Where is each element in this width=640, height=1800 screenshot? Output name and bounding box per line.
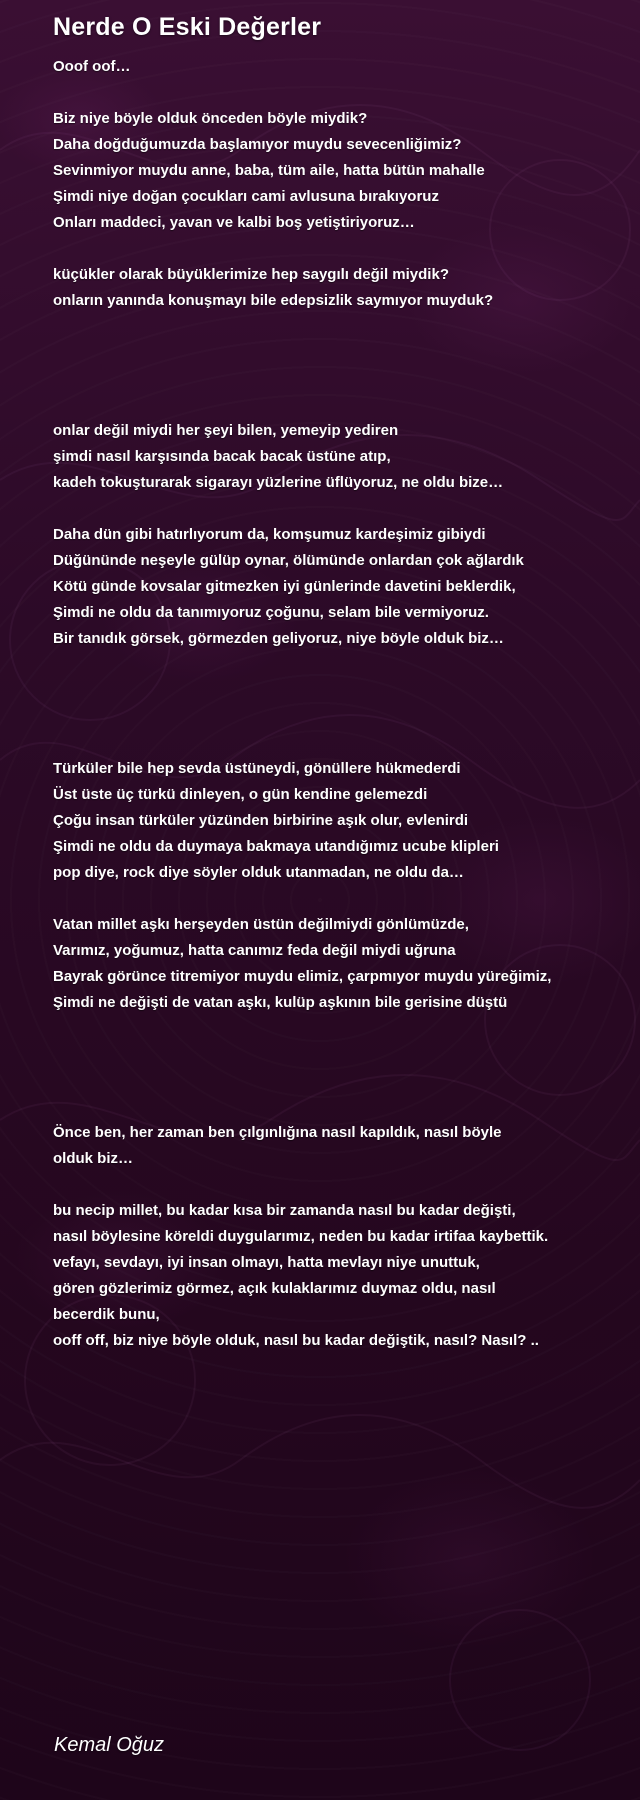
poem-line: Şimdi ne oldu da tanımıyoruz çoğunu, selam bile vermiyoruz. [53, 604, 489, 621]
poem-line: nasıl böylesine köreldi duygularımız, neden bu kadar irtifaa kaybettik. [53, 1228, 549, 1245]
stanza-8 [53, 1120, 613, 1172]
poem-line: bu necip millet, bu kadar kısa bir zamanda nasıl bu kadar değişti, [53, 1202, 516, 1219]
poem-line: küçükler olarak büyüklerimize hep saygılı değil miydik? [53, 266, 449, 283]
poem-line: Vatan millet aşkı herşeyden üstün değilmiydi gönlümüzde, [53, 916, 469, 933]
poem-line: gören gözlerimiz görmez, açık kulaklarımız duymaz oldu, nasıl [53, 1280, 496, 1297]
poem-line: Çoğu insan türküler yüzünden birbirine aşık olur, evlenirdi [53, 812, 469, 829]
poem-line: Şimdi ne değişti de vatan aşkı, kulüp aşkının bile gerisine düştü [53, 994, 508, 1011]
poem-line: Onları maddeci, yavan ve kalbi boş yetiştiriyoruz… [53, 214, 415, 231]
poem-line: ooff off, biz niye böyle olduk, nasıl bu kadar değiştik, nasıl? Nasıl? .. [53, 1332, 539, 1349]
stanza-9 [53, 1198, 613, 1354]
poem-line: vefayı, sevdayı, iyi insan olmayı, hatta mevlayı niye unuttuk, [53, 1254, 480, 1271]
poem-line: şimdi nasıl karşısında bacak bacak üstüne atıp, [53, 448, 391, 465]
poem-line: Şimdi ne oldu da duymaya bakmaya utandığımız ucube klipleri [53, 838, 499, 855]
poem-line: onların yanında konuşmayı bile edepsizlik saymıyor muyduk? [53, 292, 494, 309]
poem-line: olduk biz… [53, 1150, 133, 1167]
poem-line: Şimdi niye doğan çocukları cami avlusuna bırakıyoruz [53, 188, 439, 205]
poem-line: Daha doğduğumuzda başlamıyor muydu sevecenliğimiz? [53, 136, 462, 153]
poem-line: Bayrak görünce titremiyor muydu elimiz, çarpmıyor muydu yüreğimiz, [53, 968, 552, 985]
poem-line: Biz niye böyle olduk önceden böyle miydik? [53, 110, 368, 127]
poem-line: becerdik bunu, [53, 1306, 160, 1323]
poem-line: Kötü günde kovsalar gitmezken iyi günlerinde davetini beklerdik, [53, 578, 516, 595]
poem-line: Sevinmiyor muydu anne, baba, tüm aile, hatta bütün mahalle [53, 162, 485, 179]
poem-author: Kemal Oğuz [54, 1734, 165, 1756]
poem-line: Üst üste üç türkü dinleyen, o gün kendine gelemezdi [53, 786, 428, 803]
poem-line: kadeh tokuşturarak sigarayı yüzlerine üflüyoruz, ne oldu bize… [53, 474, 504, 491]
poem-line: Varımız, yoğumuz, hatta canımız feda değil miydi uğruna [53, 942, 456, 959]
poem-line: onlar değil miydi her şeyi bilen, yemeyip yediren [53, 422, 399, 439]
poem-line: Bir tanıdık görsek, görmezden geliyoruz, niye böyle olduk biz… [53, 630, 504, 647]
poem-container [53, 10, 613, 1354]
poem-line: Düğününde neşeyle gülüp oynar, ölümünde onlardan çok ağlardık [53, 552, 524, 569]
stanza-3 [53, 262, 613, 314]
poem-line: Türküler bile hep sevda üstüneydi, gönüllere hükmederdi [53, 760, 461, 777]
stanza-5 [53, 522, 613, 652]
poem-line: Ooof oof… [53, 58, 131, 75]
poem-line: Önce ben, her zaman ben çılgınlığına nasıl kapıldık, nasıl böyle [53, 1124, 502, 1141]
poem-title: Nerde O Eski Değerler [53, 13, 322, 41]
stanza-1 [53, 54, 613, 80]
stanza-6 [53, 756, 613, 886]
poem-line: pop diye, rock diye söyler olduk utanmadan, ne oldu da… [53, 864, 464, 881]
stanza-4 [53, 418, 613, 496]
poem-line: Daha dün gibi hatırlıyorum da, komşumuz kardeşimiz gibiydi [53, 526, 486, 543]
stanza-7 [53, 912, 613, 1016]
stanza-2 [53, 106, 613, 236]
